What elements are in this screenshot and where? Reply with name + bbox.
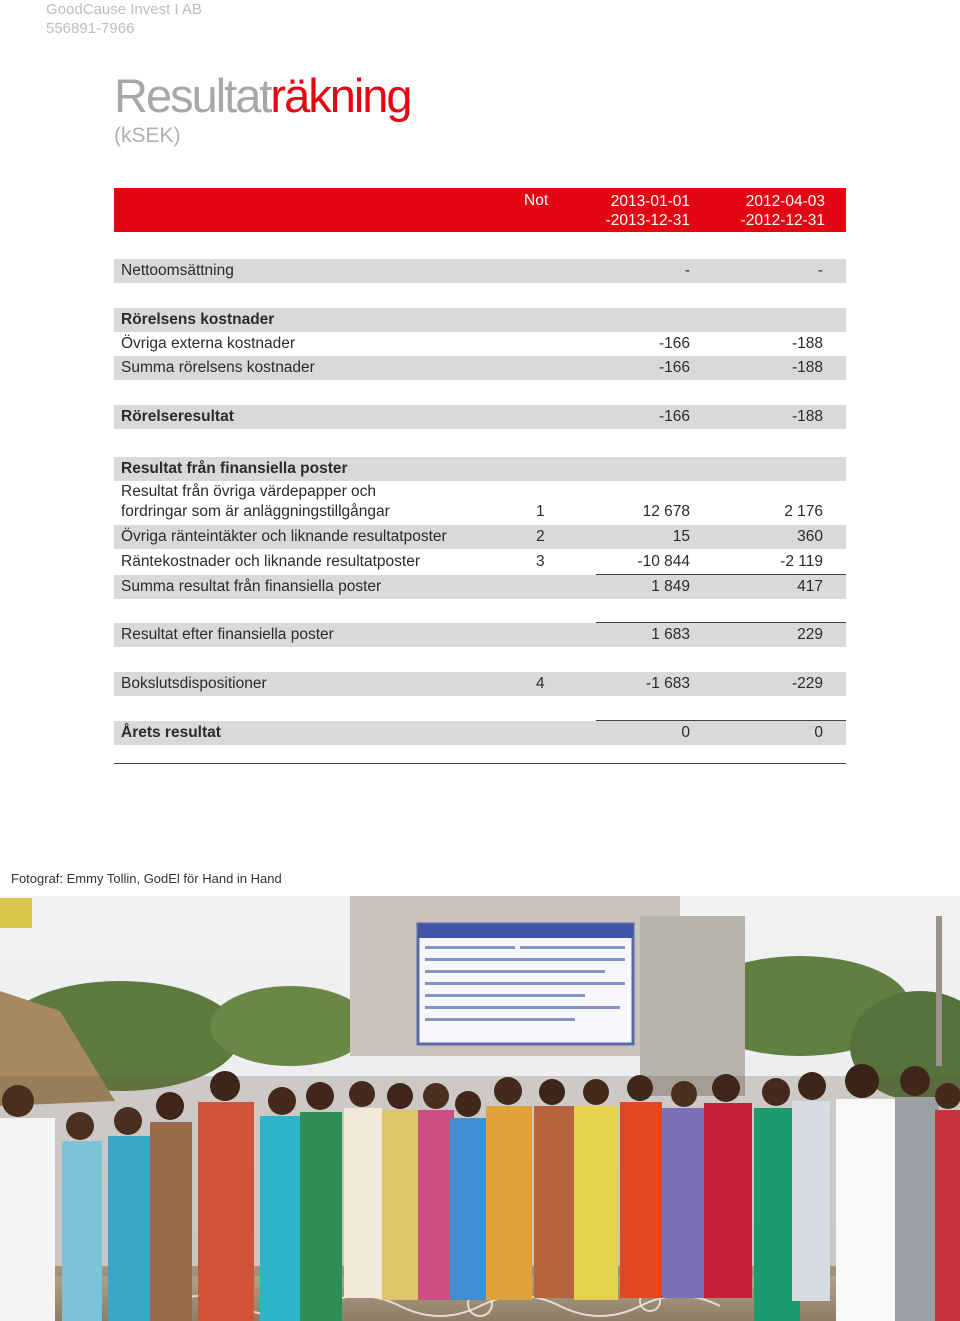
table-row-ranteintakter [114,525,846,549]
table-bottom-rule [114,763,846,764]
row-label: Rörelsens kostnader [121,311,275,328]
group-photo-illustration [0,896,960,1321]
row-value-2013: -166 [658,359,690,376]
row-value-2013: -10 844 [637,553,690,570]
row-value-2013: 1 849 [651,578,690,595]
row-label: Summa resultat från finansiella poster [121,578,382,595]
row-value-2013: -166 [658,408,690,425]
row-value-2012: -188 [791,335,823,352]
header-not: Not [524,192,549,209]
row-label: Nettoomsättning [121,262,234,279]
row-value-2013: 12 678 [642,503,690,520]
table-row-resultat-efter-finansiella [114,623,846,647]
row-value-2013: 15 [672,528,690,545]
row-value-2012: -2 119 [780,553,823,570]
header-period-1 [606,192,690,230]
table-row-summa-finansiella [114,575,846,599]
row-value-2012: -188 [791,408,823,425]
row-value-2012: 417 [797,578,823,595]
table-row-finansiella-header [114,457,846,481]
row-not: 4 [536,675,545,692]
header-period-1-end: -2013-12-31 [605,212,690,229]
company-name-text: GoodCause Invest I AB [46,1,202,18]
table-row-arets-resultat [114,721,846,745]
row-value-2012: 2 176 [784,503,823,520]
row-value-2013: - [684,262,690,279]
org-number: 556891-7966 [46,20,135,37]
row-label: Rörelseresultat [121,408,234,425]
row-value-2013: -166 [658,335,690,352]
table-row-ovriga-externa [114,332,846,356]
header-period-2-end: -2012-12-31 [740,212,825,229]
table-row-rorelsens-kostnader [114,308,846,332]
header-period-1-start: 2013-01-01 [610,193,690,210]
row-label: Bokslutsdispositioner [121,675,267,692]
table-header [114,188,846,232]
row-label: Årets resultat [121,724,221,741]
table-row-bokslutsdispositioner [114,672,846,696]
row-value-2013: -1 683 [646,675,690,692]
row-label: fordringar som är anläggningstillgångar [121,503,390,520]
row-label: Resultat från övriga värdepapper och [121,483,377,500]
table-row-summa-rorelsens [114,356,846,380]
row-value-2013: 1 683 [651,626,690,643]
title-part-2: räkning [270,69,411,122]
row-value-2013: 0 [681,724,690,741]
row-value-2012: -229 [791,675,823,692]
header-period-2 [741,192,825,230]
row-label: Resultat efter finansiella poster [121,626,334,643]
row-not: 1 [536,503,545,520]
row-value-2012: -188 [791,359,823,376]
table-row-nettoomsattning [114,259,846,283]
header-period-2-start: 2012-04-03 [745,193,825,210]
table-row-vardepapper-line1 [114,481,846,501]
table-row-vardepapper-line2 [114,500,846,524]
row-value-2012: 229 [797,626,823,643]
row-not: 2 [536,528,545,545]
photo-caption: Fotograf: Emmy Tollin, GodEl för Hand in Hand [11,871,282,886]
row-value-2012: - [817,262,823,279]
company-name [46,0,202,38]
row-label: Räntekostnader och liknande resultatposter [121,553,420,570]
row-label: Övriga ränteintäkter och liknande resultatposter [121,528,447,545]
row-value-2012: 0 [814,724,823,741]
row-label: Resultat från finansiella poster [121,460,348,477]
page-title [114,66,411,126]
group-photo [0,896,960,1321]
table-row-rorelseresultat [114,405,846,429]
row-not: 3 [536,553,545,570]
row-value-2012: 360 [797,528,823,545]
title-part-1: Resultat [114,69,271,122]
table-row-rantekostnader [114,550,846,574]
unit-label: (kSEK) [114,124,181,147]
row-label: Övriga externa kostnader [121,335,296,352]
row-label: Summa rörelsens kostnader [121,359,315,376]
